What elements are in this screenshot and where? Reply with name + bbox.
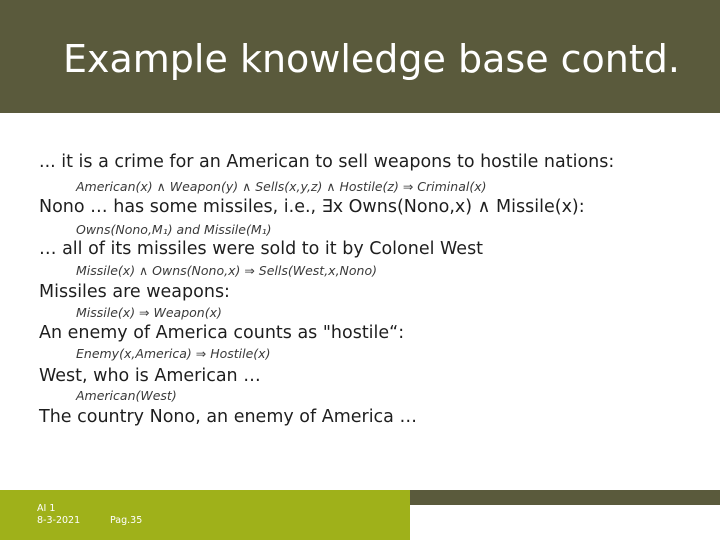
formula-sold-by-west: Missile(x) ∧ Owns(Nono,x) ⇒ Sells(West,x,Nono) xyxy=(76,263,377,278)
formula-nono-missiles: Owns(Nono,M₁) and Missile(M₁) xyxy=(76,222,272,237)
statement-missiles-weapons: Missiles are weapons: xyxy=(39,282,230,302)
footer-date: 8-3-2021 xyxy=(37,515,81,526)
statement-west-american: West, who is American … xyxy=(39,366,261,386)
statement-enemy-hostile: An enemy of America counts as "hostile“: xyxy=(39,323,405,343)
formula-enemy-hostile: Enemy(x,America) ⇒ Hostile(x) xyxy=(76,346,271,361)
slide-title: Example knowledge base contd. xyxy=(63,37,680,81)
footer-course: AI 1 xyxy=(37,503,56,514)
formula-crime-rule: American(x) ∧ Weapon(y) ∧ Sells(x,y,z) ∧ Hostile(z) ⇒ Criminal(x) xyxy=(76,179,487,194)
formula-west-american: American(West) xyxy=(76,388,177,403)
footer-page-number: Pag.35 xyxy=(110,515,143,526)
statement-nono-missiles: Nono … has some missiles, i.e., ∃x Owns(Nono,x) ∧ Missile(x): xyxy=(39,197,585,217)
formula-missiles-weapons: Missile(x) ⇒ Weapon(x) xyxy=(76,305,222,320)
statement-sold-by-west: … all of its missiles were sold to it by Colonel West xyxy=(39,239,484,259)
footer-accent-bar xyxy=(410,490,720,505)
statement-nono-enemy: The country Nono, an enemy of America … xyxy=(39,407,417,427)
statement-crime-rule: ... it is a crime for an American to sell weapons to hostile nations: xyxy=(39,152,615,172)
